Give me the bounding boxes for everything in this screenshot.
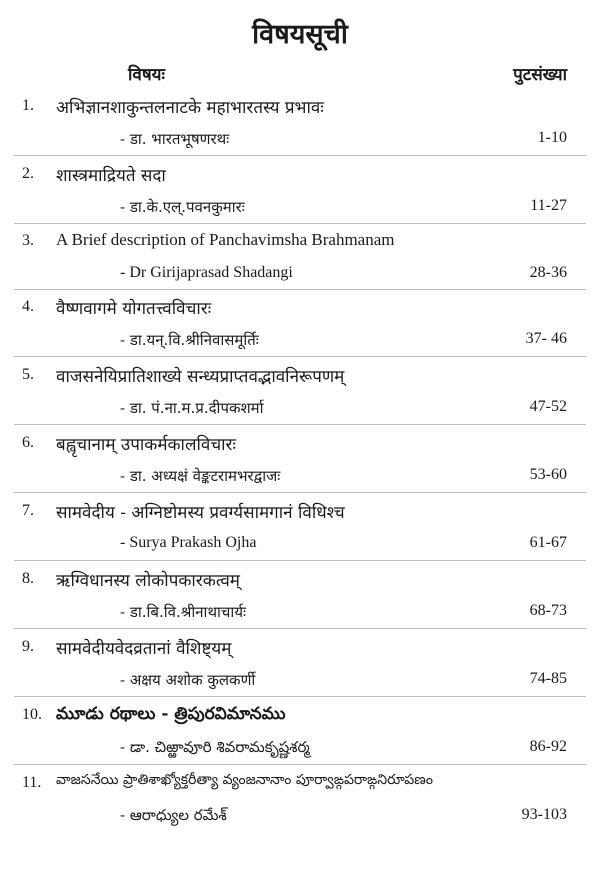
- entry-pages: 37- 46: [525, 330, 567, 347]
- entry-author: - Dr Girijaprasad Shadangi: [120, 264, 293, 281]
- entry-title: सामवेदीय - अग्निष्टोमस्य प्रवर्ग्यसामगानं विधिश्च: [56, 503, 345, 523]
- entry-title: वैष्णवागमे योगतत्त्वविचारः: [56, 299, 212, 319]
- entry-number: 4.: [22, 298, 34, 315]
- toc-entry-11: [0, 772, 600, 842]
- entry-author: - Surya Prakash Ojha: [120, 534, 257, 551]
- entry-number: 1.: [22, 97, 34, 114]
- entry-title: सामवेदीयवेदव्रतानां वैशिष्ट्यम्: [56, 639, 232, 659]
- page-title: विषयसूची: [252, 19, 348, 50]
- divider: [14, 764, 586, 765]
- entry-title: वाजसनेयिप्रातिशाख्ये सन्ध्यप्राप्तवद्भावनिरूपणम्: [56, 367, 345, 387]
- entry-number: 10.: [22, 706, 42, 723]
- entry-pages: 74-85: [529, 670, 567, 687]
- divider: [14, 696, 586, 697]
- entry-author: - डा.के.एल्.पवनकुमारः: [120, 198, 245, 216]
- divider: [14, 628, 586, 629]
- entry-pages: 1-10: [537, 129, 567, 146]
- entry-number: 7.: [22, 502, 34, 519]
- divider: [14, 289, 586, 290]
- entry-number: 5.: [22, 366, 34, 383]
- divider: [14, 560, 586, 561]
- entry-pages: 61-67: [529, 534, 567, 551]
- entry-title: వాజసనేయి ప్రాతిశాఖ్యోక్తరీత్యా వ్యంజనానాం పూర్వాఙ్గపరాఙ్గనిరూపణం: [56, 772, 433, 788]
- entry-author: - డా. చిఱ్ఱావూరి శివరామకృష్ణశర్మ: [120, 738, 310, 756]
- entry-author: - डा.यन्.वि.श्रीनिवासमूर्तिः: [120, 331, 259, 349]
- entry-author: - डा. अध्यक्षं वेङ्कटरामभरद्वाजः: [120, 467, 281, 485]
- entry-pages: 68-73: [529, 602, 567, 619]
- entry-author: - अक्षय अशोक कुलकर्णी: [120, 671, 256, 689]
- entry-number: 9.: [22, 638, 34, 655]
- entry-pages: 11-27: [530, 197, 567, 214]
- entry-title: बह्वृचानाम् उपाकर्मकालविचारः: [56, 435, 236, 455]
- entry-author: - डा. पं.ना.म.प्र.दीपकशर्मा: [120, 399, 264, 417]
- divider: [14, 356, 586, 357]
- entry-title: शास्त्रमाद्रियते सदा: [56, 166, 166, 186]
- entry-title: మూడు రథాలు - త్రిపురవిమానము: [56, 704, 286, 724]
- entry-author: - डा.बि.वि.श्रीनाथाचार्यः: [120, 603, 247, 621]
- entry-pages: 47-52: [529, 398, 567, 415]
- entry-pages: 53-60: [529, 466, 567, 483]
- entry-title: अभिज्ञानशाकुन्तलनाटके महाभारतस्य प्रभावः: [56, 98, 324, 118]
- topic-column-header: विषयः: [128, 65, 165, 85]
- entry-title: ऋग्विधानस्य लोकोपकारकत्वम्: [56, 571, 240, 591]
- entry-pages: 86-92: [529, 738, 567, 755]
- page-number-column-header: पुटसंख्या: [513, 65, 567, 85]
- divider: [14, 492, 586, 493]
- entry-number: 3.: [22, 232, 34, 249]
- divider: [14, 155, 586, 156]
- entry-title: A Brief description of Panchavimsha Brahmanam: [56, 230, 395, 249]
- entry-number: 6.: [22, 434, 34, 451]
- divider: [14, 223, 586, 224]
- entry-author: - डा. भारतभूषणरथः: [120, 130, 230, 148]
- entry-pages: 28-36: [529, 264, 567, 281]
- entry-author: - ఆరాధ్యుల రమేశ్: [120, 806, 227, 824]
- entry-number: 11.: [22, 774, 42, 791]
- entry-pages: 93-103: [521, 806, 567, 823]
- entry-number: 8.: [22, 570, 34, 587]
- entry-number: 2.: [22, 165, 34, 182]
- divider: [14, 424, 586, 425]
